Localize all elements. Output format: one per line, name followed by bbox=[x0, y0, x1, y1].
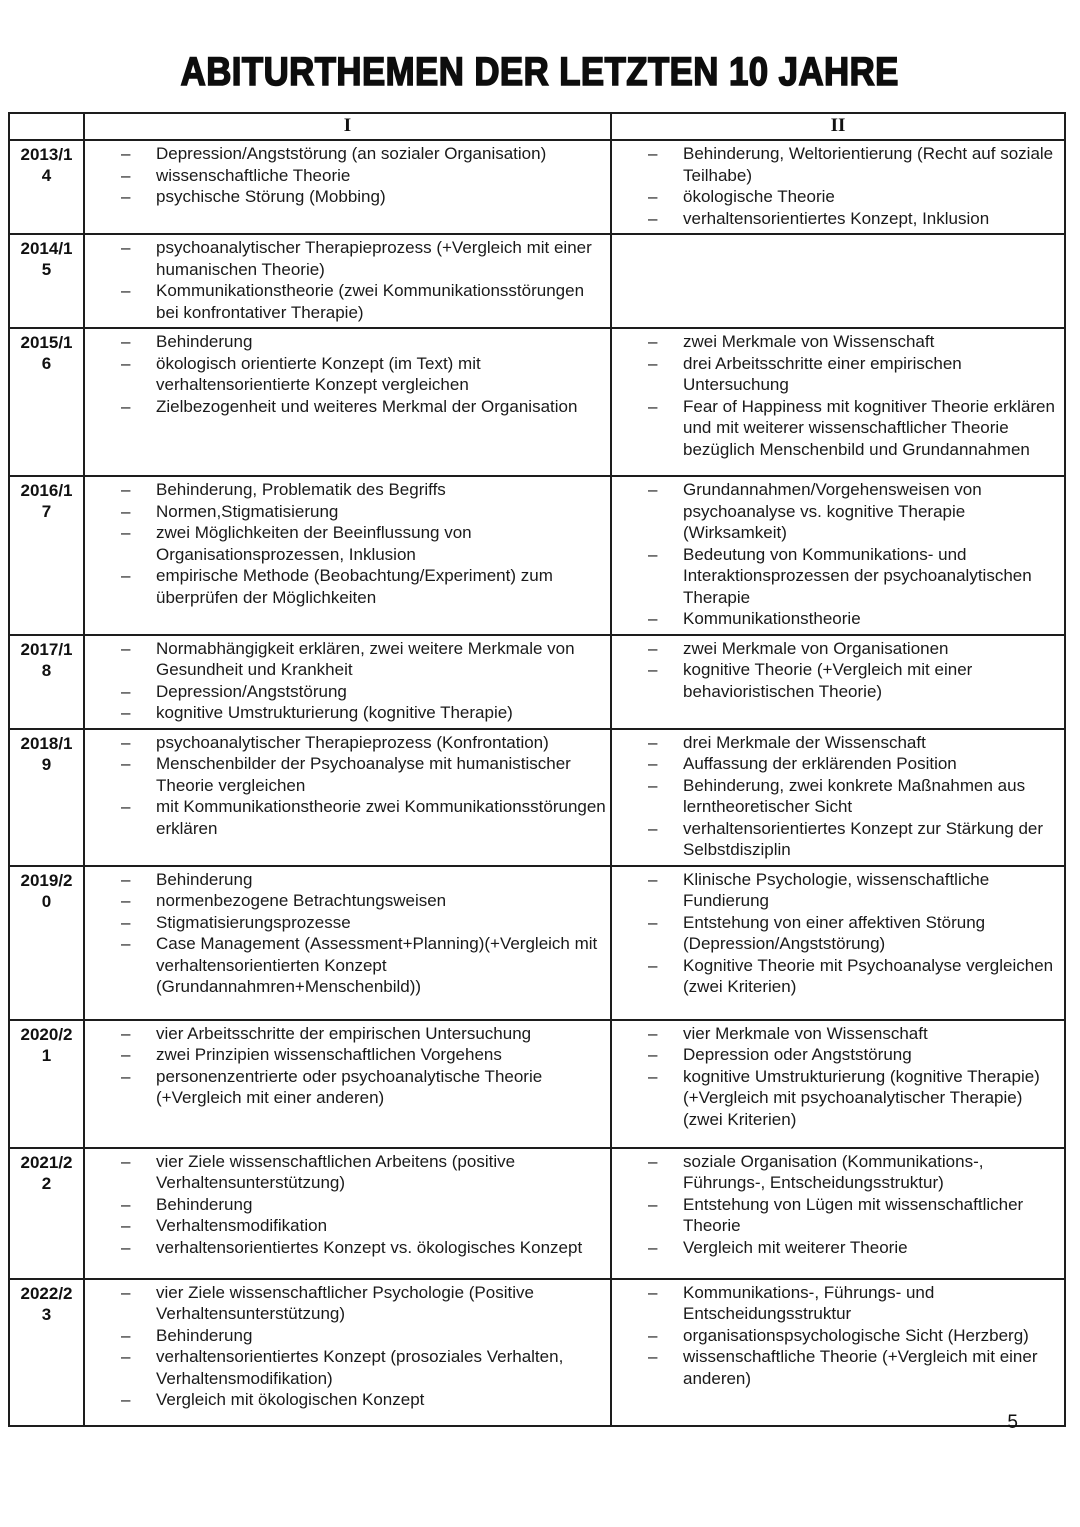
topic-item bbox=[121, 753, 606, 796]
dash-bullet: – bbox=[648, 544, 658, 564]
topic-item bbox=[648, 396, 1060, 461]
year-cell: 2018/1 9 bbox=[9, 729, 84, 866]
topic-text: vier Ziele wissenschaftlichen Arbeitens (positive Verhaltensunterstützung) bbox=[156, 1151, 516, 1192]
topic-text: Depression/Angststörung bbox=[156, 681, 347, 701]
topics-col2 bbox=[611, 476, 1065, 635]
year-cell: 2022/2 3 bbox=[9, 1279, 84, 1426]
dash-bullet: – bbox=[121, 1023, 131, 1043]
topic-text: Case Management (Assessment+Planning)(+Vergleich mit verhaltensorientierten Konzept (Grundannahmren+Menschenbild)) bbox=[156, 934, 598, 996]
topic-item bbox=[121, 237, 606, 280]
topic-item bbox=[121, 501, 606, 523]
dash-bullet: – bbox=[648, 638, 658, 658]
topic-item bbox=[121, 143, 606, 165]
topics-col1 bbox=[84, 1020, 611, 1148]
dash-bullet: – bbox=[648, 912, 658, 932]
topic-text: Normen,Stigmatisierung bbox=[156, 501, 339, 521]
topic-item bbox=[121, 933, 606, 998]
topic-text: wissenschaftliche Theorie (+Vergleich mit einer anderen) bbox=[683, 1347, 1038, 1388]
year-cell: 2014/1 5 bbox=[9, 234, 84, 328]
topic-item bbox=[121, 479, 606, 501]
topic-text: Kognitive Theorie mit Psychoanalyse vergleichen (zwei Kriterien) bbox=[683, 955, 1054, 996]
topics-col2 bbox=[611, 1279, 1065, 1426]
table-row bbox=[9, 1279, 1065, 1426]
topic-item bbox=[648, 143, 1060, 186]
topics-col2 bbox=[611, 866, 1065, 1020]
dash-bullet: – bbox=[121, 281, 131, 300]
topic-text: Entstehung von einer affektiven Störung (Depression/Angststörung) bbox=[683, 912, 986, 953]
year-cell: 2013/1 4 bbox=[9, 140, 84, 234]
topic-text: Behinderung, zwei konkrete Maßnahmen aus lerntheoretischer Sicht bbox=[683, 775, 1026, 816]
topic-item bbox=[121, 1389, 606, 1411]
topic-item bbox=[121, 565, 606, 608]
topic-item bbox=[121, 1325, 606, 1347]
topic-text: vier Ziele wissenschaftlicher Psychologie (Positive Verhaltensunterstützung) bbox=[156, 1282, 534, 1323]
topic-item bbox=[121, 1151, 606, 1194]
topic-text: Kommunikationstheorie (zwei Kommunikationsstörungen bei konfrontativer Therapie) bbox=[156, 281, 585, 322]
dash-bullet: – bbox=[648, 818, 658, 838]
topic-text: Depression oder Angststörung bbox=[683, 1045, 912, 1064]
dash-bullet: – bbox=[121, 523, 131, 542]
topics-col1 bbox=[84, 1279, 611, 1426]
topic-text: Menschenbilder der Psychoanalyse mit humanistischer Theorie vergleichen bbox=[156, 754, 571, 795]
dash-bullet: – bbox=[121, 1325, 131, 1345]
topic-text: Kommunikations-, Führungs- und Entscheidungsstruktur bbox=[683, 1282, 935, 1323]
topic-item bbox=[648, 1237, 1060, 1259]
topic-item bbox=[121, 1023, 606, 1045]
table-row bbox=[9, 476, 1065, 635]
table-row bbox=[9, 729, 1065, 866]
topic-item bbox=[121, 396, 606, 418]
dash-bullet: – bbox=[121, 566, 131, 585]
topics-col2 bbox=[611, 140, 1065, 234]
topic-text: zwei Möglichkeiten der Beeinflussung von Organisationsprozessen, Inklusion bbox=[156, 523, 472, 564]
dash-bullet: – bbox=[121, 1237, 131, 1257]
topic-text: Behinderung bbox=[156, 1194, 253, 1214]
dash-bullet: – bbox=[648, 1151, 658, 1171]
topics-col2 bbox=[611, 1148, 1065, 1279]
dash-bullet: – bbox=[648, 353, 658, 373]
topic-item bbox=[648, 753, 1060, 775]
dash-bullet: – bbox=[121, 797, 131, 816]
topic-text: vier Arbeitsschritte der empirischen Untersuchung bbox=[156, 1023, 532, 1043]
topic-item bbox=[648, 1325, 1060, 1347]
topic-text: kognitive Umstrukturierung (kognitive Therapie)(+Vergleich mit psychoanalytischer Therapie) (zwei Kriterien) bbox=[683, 1066, 1040, 1129]
topic-text: zwei Prinzipien wissenschaftlichen Vorgehens bbox=[156, 1045, 502, 1064]
dash-bullet: – bbox=[648, 1237, 658, 1257]
table-row bbox=[9, 1148, 1065, 1279]
topic-item bbox=[648, 331, 1060, 353]
topic-text: Vergleich mit ökologischen Konzept bbox=[156, 1390, 425, 1409]
topic-item bbox=[648, 1023, 1060, 1045]
topic-item bbox=[121, 869, 606, 891]
topic-text: drei Arbeitsschritte einer empirischen Untersuchung bbox=[683, 353, 962, 394]
dash-bullet: – bbox=[648, 609, 658, 628]
topic-text: Normabhängigkeit erklären, zwei weitere Merkmale von Gesundheit und Krankheit bbox=[156, 638, 575, 679]
dash-bullet: – bbox=[648, 332, 658, 351]
dash-bullet: – bbox=[648, 1066, 658, 1086]
topic-item bbox=[648, 544, 1060, 609]
topic-item bbox=[648, 608, 1060, 630]
dash-bullet: – bbox=[121, 165, 131, 185]
dash-bullet: – bbox=[121, 238, 131, 257]
dash-bullet: – bbox=[648, 1325, 658, 1345]
dash-bullet: – bbox=[121, 1066, 131, 1086]
dash-bullet: – bbox=[121, 1390, 131, 1409]
table-row bbox=[9, 140, 1065, 234]
year-cell: 2016/1 7 bbox=[9, 476, 84, 635]
topic-text: vier Merkmale von Wissenschaft bbox=[683, 1023, 928, 1043]
dash-bullet: – bbox=[121, 480, 131, 499]
topic-text: Behinderung, Problematik des Begriffs bbox=[156, 480, 446, 499]
topic-item bbox=[121, 638, 606, 681]
dash-bullet: – bbox=[648, 396, 658, 416]
topic-item bbox=[121, 912, 606, 934]
topic-text: Behinderung bbox=[156, 332, 253, 351]
topic-item bbox=[648, 1282, 1060, 1325]
topic-text: normenbezogene Betrachtungsweisen bbox=[156, 891, 447, 910]
year-cell: 2021/2 2 bbox=[9, 1148, 84, 1279]
topic-text: organisationspsychologische Sicht (Herzberg) bbox=[683, 1325, 1029, 1345]
topic-item bbox=[648, 775, 1060, 818]
topic-item bbox=[648, 912, 1060, 955]
topic-item bbox=[648, 955, 1060, 998]
title-wrap bbox=[0, 50, 1080, 95]
dash-bullet: – bbox=[121, 703, 131, 722]
abitur-topics-table bbox=[8, 112, 1066, 1427]
topic-item bbox=[121, 1282, 606, 1325]
topic-text: Zielbezogenheit und weiteres Merkmal der Organisation bbox=[156, 396, 578, 416]
topic-item bbox=[648, 1346, 1060, 1389]
topic-text: Vergleich mit weiterer Theorie bbox=[683, 1237, 908, 1257]
topic-item bbox=[121, 353, 606, 396]
table-header bbox=[9, 113, 1065, 140]
topic-text: wissenschaftliche Theorie bbox=[156, 165, 351, 185]
dash-bullet: – bbox=[648, 1045, 658, 1064]
topic-text: psychoanalytischer Therapieprozess (+Vergleich mit einer humanischen Theorie) bbox=[156, 238, 592, 279]
dash-bullet: – bbox=[648, 732, 658, 752]
topic-item bbox=[121, 1346, 606, 1389]
topic-text: empirische Methode (Beobachtung/Experiment) zum überprüfen der Möglichkeiten bbox=[156, 566, 553, 607]
topic-text: verhaltensorientiertes Konzept (prosoziales Verhalten, Verhaltensmodifikation) bbox=[156, 1347, 564, 1388]
topics-col2 bbox=[611, 1020, 1065, 1148]
table-row bbox=[9, 1020, 1065, 1148]
topic-item bbox=[648, 208, 1060, 230]
topic-item bbox=[121, 1194, 606, 1216]
topic-item bbox=[121, 1044, 606, 1066]
topics-col1 bbox=[84, 234, 611, 328]
dash-bullet: – bbox=[121, 754, 131, 773]
topic-item bbox=[121, 796, 606, 839]
table-row bbox=[9, 328, 1065, 476]
topic-item bbox=[121, 732, 606, 754]
dash-bullet: – bbox=[648, 754, 658, 773]
dash-bullet: – bbox=[648, 869, 658, 889]
topic-item bbox=[121, 165, 606, 187]
topic-text: Auffassung der erklärenden Position bbox=[683, 754, 957, 773]
dash-bullet: – bbox=[648, 1282, 658, 1302]
topic-item bbox=[648, 869, 1060, 912]
dash-bullet: – bbox=[648, 1023, 658, 1043]
topic-item bbox=[121, 1237, 606, 1259]
topic-text: personenzentrierte oder psychoanalytische Theorie (+Vergleich mit einer anderen) bbox=[156, 1066, 543, 1107]
header-col2: II bbox=[611, 113, 1065, 140]
dash-bullet: – bbox=[121, 396, 131, 416]
dash-bullet: – bbox=[121, 912, 131, 932]
topic-text: Entstehung von Lügen mit wissenschaftlicher Theorie bbox=[683, 1194, 1024, 1235]
topic-item bbox=[648, 732, 1060, 754]
topic-text: kognitive Theorie (+Vergleich mit einer behavioristischen Theorie) bbox=[683, 660, 973, 701]
topic-text: zwei Merkmale von Organisationen bbox=[683, 638, 949, 658]
topic-text: Klinische Psychologie, wissenschaftliche Fundierung bbox=[683, 869, 990, 910]
topics-col2 bbox=[611, 635, 1065, 729]
topic-text: drei Merkmale der Wissenschaft bbox=[683, 732, 926, 752]
topics-col2 bbox=[611, 234, 1065, 328]
dash-bullet: – bbox=[648, 1347, 658, 1366]
topic-text: Behinderung bbox=[156, 1325, 253, 1345]
year-cell: 2019/2 0 bbox=[9, 866, 84, 1020]
topic-item bbox=[648, 353, 1060, 396]
dash-bullet: – bbox=[648, 1194, 658, 1214]
topic-text: verhaltensorientiertes Konzept, Inklusion bbox=[683, 208, 990, 228]
dash-bullet: – bbox=[121, 501, 131, 521]
topic-text: Depression/Angststörung (an sozialer Organisation) bbox=[156, 144, 547, 163]
topic-item bbox=[648, 1066, 1060, 1131]
dash-bullet: – bbox=[121, 934, 131, 953]
topic-text: soziale Organisation (Kommunikations-, Führungs-, Entscheidungsstruktur) bbox=[683, 1151, 984, 1192]
page-number: 5 bbox=[1007, 1412, 1018, 1433]
topic-text: psychoanalytischer Therapieprozess (Konfrontation) bbox=[156, 732, 549, 752]
topic-item bbox=[648, 659, 1060, 702]
topic-item bbox=[648, 1044, 1060, 1066]
topic-text: verhaltensorientiertes Konzept zur Stärkung der Selbstdisziplin bbox=[683, 818, 1044, 859]
dash-bullet: – bbox=[121, 144, 131, 163]
dash-bullet: – bbox=[648, 208, 658, 228]
topic-text: zwei Merkmale von Wissenschaft bbox=[683, 332, 935, 351]
topic-text: Verhaltensmodifikation bbox=[156, 1216, 328, 1235]
topic-item bbox=[121, 522, 606, 565]
topics-col1 bbox=[84, 866, 611, 1020]
topics-col1 bbox=[84, 635, 611, 729]
dash-bullet: – bbox=[121, 353, 131, 373]
dash-bullet: – bbox=[648, 187, 658, 206]
topic-item bbox=[648, 638, 1060, 660]
topic-text: ökologisch orientierte Konzept (im Text) mit verhaltensorientierte Konzept vergleichen bbox=[156, 353, 481, 394]
topic-item bbox=[121, 681, 606, 703]
header-year bbox=[9, 113, 84, 140]
topic-text: Stigmatisierungsprozesse bbox=[156, 912, 351, 932]
dash-bullet: – bbox=[648, 660, 658, 679]
dash-bullet: – bbox=[121, 1151, 131, 1171]
topic-text: Kommunikationstheorie bbox=[683, 609, 861, 628]
year-cell: 2015/1 6 bbox=[9, 328, 84, 476]
table-body bbox=[9, 140, 1065, 1426]
dash-bullet: – bbox=[121, 1194, 131, 1214]
topic-item bbox=[648, 818, 1060, 861]
table-row bbox=[9, 866, 1065, 1020]
topics-col1 bbox=[84, 140, 611, 234]
topic-text: Fear of Happiness mit kognitiver Theorie erklären und mit weiterer wissenschaftlicher Theorie bezüglich Menschenbild und Grundannahmen bbox=[683, 396, 1055, 459]
year-cell: 2017/1 8 bbox=[9, 635, 84, 729]
topic-item bbox=[121, 890, 606, 912]
year-cell: 2020/2 1 bbox=[9, 1020, 84, 1148]
topic-text: mit Kommunikationstheorie zwei Kommunikationsstörungen erklären bbox=[156, 797, 606, 838]
topic-item bbox=[648, 1194, 1060, 1237]
topic-text: kognitive Umstrukturierung (kognitive Therapie) bbox=[156, 703, 513, 722]
dash-bullet: – bbox=[121, 1282, 131, 1302]
page-title: ABITURTHEMEN DER LETZTEN 10 JAHRE bbox=[180, 50, 900, 94]
table-row bbox=[9, 234, 1065, 328]
dash-bullet: – bbox=[121, 891, 131, 910]
topic-item bbox=[648, 479, 1060, 544]
dash-bullet: – bbox=[121, 1347, 131, 1366]
topic-text: Bedeutung von Kommunikations- und Interaktionsprozessen der psychoanalytischen Therapie bbox=[683, 544, 1032, 607]
dash-bullet: – bbox=[121, 869, 131, 889]
topic-item bbox=[121, 1066, 606, 1109]
dash-bullet: – bbox=[648, 480, 658, 499]
topic-item bbox=[648, 1151, 1060, 1194]
dash-bullet: – bbox=[121, 1216, 131, 1235]
dash-bullet: – bbox=[121, 681, 131, 701]
header-row bbox=[9, 113, 1065, 140]
topic-item bbox=[121, 280, 606, 323]
topic-text: ökologische Theorie bbox=[683, 187, 835, 206]
topic-item bbox=[121, 1215, 606, 1237]
dash-bullet: – bbox=[121, 187, 131, 206]
topic-item bbox=[121, 702, 606, 724]
topic-item bbox=[648, 186, 1060, 208]
dash-bullet: – bbox=[121, 732, 131, 752]
topics-col2 bbox=[611, 328, 1065, 476]
dash-bullet: – bbox=[648, 775, 658, 795]
topic-text: verhaltensorientiertes Konzept vs. ökologisches Konzept bbox=[156, 1237, 583, 1257]
dash-bullet: – bbox=[648, 144, 658, 163]
topic-text: Behinderung, Weltorientierung (Recht auf soziale Teilhabe) bbox=[683, 144, 1054, 185]
dash-bullet: – bbox=[121, 638, 131, 658]
topic-item bbox=[121, 331, 606, 353]
dash-bullet: – bbox=[648, 955, 658, 975]
dash-bullet: – bbox=[121, 1045, 131, 1064]
topics-col1 bbox=[84, 1148, 611, 1279]
topic-text: Grundannahmen/Vorgehensweisen von psychoanalyse vs. kognitive Therapie (Wirksamkeit) bbox=[683, 480, 982, 542]
topics-col1 bbox=[84, 476, 611, 635]
dash-bullet: – bbox=[121, 332, 131, 351]
topics-col1 bbox=[84, 729, 611, 866]
topics-col2 bbox=[611, 729, 1065, 866]
header-col1: I bbox=[84, 113, 611, 140]
table-row bbox=[9, 635, 1065, 729]
topic-item bbox=[121, 186, 606, 208]
topics-col1 bbox=[84, 328, 611, 476]
topic-text: Behinderung bbox=[156, 869, 253, 889]
topic-text: psychische Störung (Mobbing) bbox=[156, 187, 386, 206]
